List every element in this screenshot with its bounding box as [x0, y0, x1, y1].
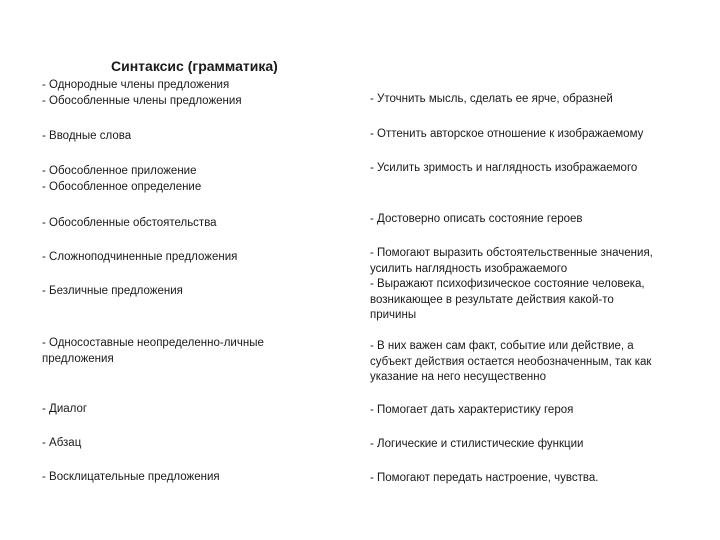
right-item-mood-feelings — [370, 471, 680, 487]
right-item-hero-characteristic — [370, 403, 680, 419]
left-line: - Однородные члены предложения — [42, 79, 230, 91]
left-item-isolated-apposition — [42, 164, 342, 195]
right-line: - Оттенить авторское отношение к изображаемому — [370, 128, 644, 140]
right-item-fact-important — [370, 339, 680, 386]
right-item-heroes-state — [370, 212, 680, 228]
right-line: - Уточнить мысль, сделать ее ярче, образней — [370, 93, 613, 105]
right-item-visibility — [370, 161, 680, 177]
right-item-author-attitude — [370, 127, 680, 143]
left-line: - Абзац — [42, 437, 82, 449]
right-item-circumstantial-meanings — [370, 246, 680, 324]
right-line: - Усилить зримость и наглядность изображаемого — [370, 162, 638, 174]
right-item-logical-functions — [370, 437, 680, 453]
left-item-isolated-adverbials — [42, 216, 342, 232]
left-item-dialogue — [42, 402, 342, 418]
right-item-clarify-thought — [370, 92, 680, 108]
right-line: усилить наглядность изображаемого — [370, 262, 568, 275]
left-line: - Диалог — [42, 403, 88, 415]
left-line: - Восклицательные предложения — [42, 471, 220, 483]
left-line: предложения — [42, 352, 114, 365]
left-item-one-part-sentences — [42, 336, 342, 367]
right-line: субъект действия остается необозначенным, так как — [370, 355, 652, 368]
left-line: - Обособленное приложение — [42, 165, 197, 177]
right-line: возникающее в результате действия какой-то — [370, 293, 614, 306]
left-line: - Сложноподчиненные предложения — [42, 251, 238, 263]
right-line: - Помогает дать характеристику героя — [370, 404, 574, 416]
left-item-paragraph — [42, 436, 342, 452]
right-line: - Помогают выразить обстоятельственные значения, — [370, 247, 653, 259]
left-item-homogeneous-isolated — [42, 78, 342, 109]
right-line: - Логические и стилистические функции — [370, 438, 584, 450]
left-line: - Обособленные обстоятельства — [42, 217, 217, 229]
left-item-impersonal-sentences — [42, 284, 342, 300]
right-line: - В них важен сам факт, событие или действие, а — [370, 340, 634, 352]
left-item-complex-sentences — [42, 250, 342, 266]
right-line: - Помогают передать настроение, чувства. — [370, 472, 599, 484]
right-line: - Достоверно описать состояние героев — [370, 213, 583, 225]
left-line: - Обособленные члены предложения — [42, 94, 242, 107]
page-title: Синтаксис (грамматика) — [111, 58, 278, 74]
right-line: причины — [370, 309, 417, 321]
right-line: - Выражают психофизическое состояние человека, — [370, 278, 645, 290]
left-item-introductory-words — [42, 129, 342, 145]
right-line: указание на него несущественно — [370, 371, 547, 383]
left-item-exclamatory-sentences — [42, 470, 342, 486]
left-line: - Односоставные неопределенно-личные — [42, 337, 264, 349]
left-line: - Обособленное определение — [42, 180, 202, 193]
left-line: - Вводные слова — [42, 130, 132, 142]
left-line: - Безличные предложения — [42, 285, 183, 297]
